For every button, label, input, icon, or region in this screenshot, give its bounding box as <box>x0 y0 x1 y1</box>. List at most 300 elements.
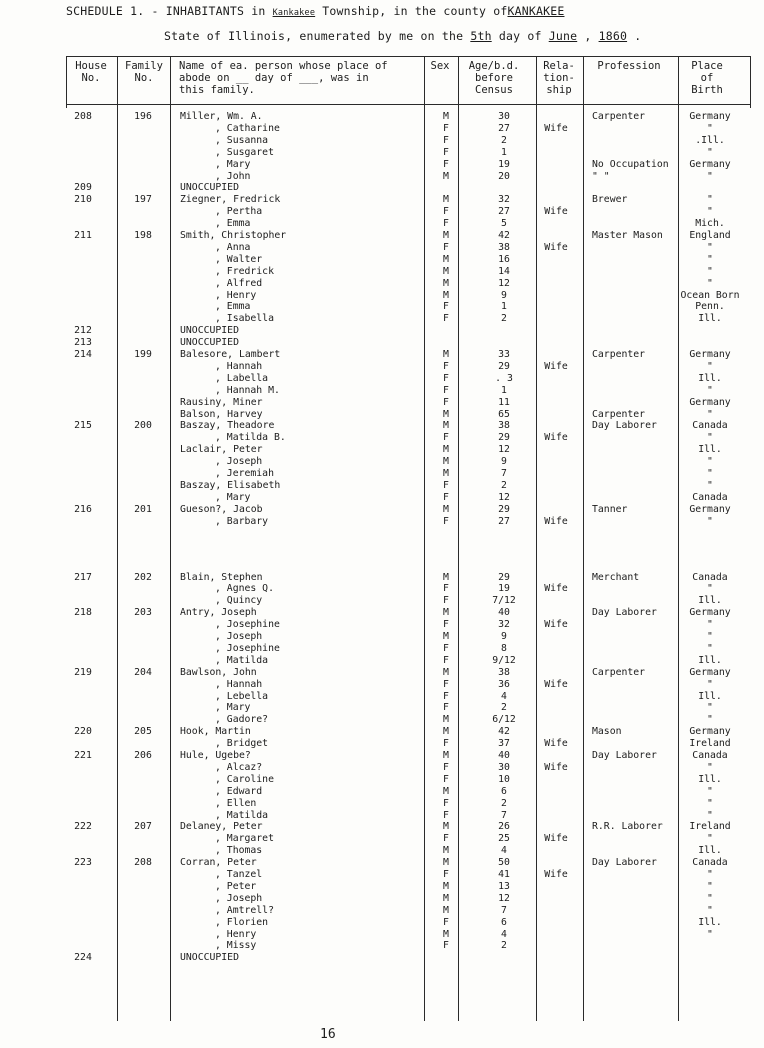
sex-value: M <box>443 408 449 420</box>
sex-value: M <box>443 880 449 892</box>
person-name: , Emma <box>215 218 251 230</box>
enumeration-line: State of Illinois, enumerated by me on the 5th day of June , 1860 . <box>164 29 642 43</box>
house-number: 209 <box>74 182 92 194</box>
age-value: 65 <box>498 408 510 420</box>
age-value: 27 <box>498 122 510 134</box>
person-name: , Alcaz? <box>215 761 263 773</box>
age-value: 50 <box>498 857 510 869</box>
age-value: 16 <box>498 253 510 265</box>
sex-value: F <box>443 396 449 408</box>
sex-value: M <box>443 420 449 432</box>
age-value: 38 <box>498 241 510 253</box>
sex-value: M <box>443 857 449 869</box>
age-value: 7/12 <box>492 595 516 607</box>
person-name: , Caroline <box>215 773 274 785</box>
year-value: 1860 <box>598 29 628 43</box>
sex-value: M <box>443 230 449 241</box>
birthplace-value: " <box>707 479 713 491</box>
sex-value: F <box>443 515 449 527</box>
sex-value: F <box>443 206 449 218</box>
age-value: 2 <box>501 134 507 146</box>
birthplace-value: Ill. <box>698 372 722 384</box>
person-name: , Fredrick <box>215 265 274 277</box>
birthplace-value: Ill. <box>698 690 722 702</box>
person-name: , Matilda <box>215 654 269 666</box>
person-name: , Missy <box>215 940 257 952</box>
page-number: 16 <box>320 1027 336 1042</box>
month-value: June <box>548 29 578 43</box>
birthplace-value: Ill. <box>698 595 722 607</box>
house-number: 220 <box>74 726 92 738</box>
sex-value: F <box>443 479 449 491</box>
person-name: Smith, Christopher <box>180 230 287 241</box>
sex-value: F <box>443 690 449 702</box>
sex-value: F <box>443 218 449 230</box>
sex-value: F <box>443 583 449 595</box>
family-number: 200 <box>134 420 152 432</box>
birthplace-value: " <box>707 170 713 182</box>
person-name: UNOCCUPIED <box>180 325 239 337</box>
relationship-value: Wife <box>544 761 568 773</box>
sex-value: F <box>443 940 449 952</box>
age-value: 9 <box>501 631 507 642</box>
person-name: , Hannah M. <box>215 384 280 396</box>
sex-value: M <box>443 194 449 206</box>
age-value: 1 <box>501 146 507 158</box>
column-header-family: Family No. <box>125 60 163 84</box>
profession-value: Day Laborer <box>592 607 657 619</box>
family-number: 203 <box>134 607 152 619</box>
birthplace-value: " <box>707 122 713 134</box>
birthplace-value: Germany <box>689 158 731 170</box>
person-name: , Lebella <box>215 690 269 702</box>
sex-value: F <box>443 491 449 503</box>
age-value: 29 <box>498 503 510 515</box>
age-value: 1 <box>501 384 507 396</box>
age-value: 30 <box>498 111 510 122</box>
birthplace-value: " <box>707 797 713 809</box>
sex-value: F <box>443 654 449 666</box>
sex-value: F <box>443 797 449 809</box>
age-value: 2 <box>501 479 507 491</box>
family-number: 196 <box>134 111 152 122</box>
person-name: , Josephine <box>215 619 280 631</box>
relationship-value: Wife <box>544 619 568 631</box>
profession-value: Tanner <box>592 503 628 515</box>
sex-value: F <box>443 869 449 880</box>
person-name: , Catharine <box>215 122 280 134</box>
sex-value: F <box>443 360 449 372</box>
birthplace-value: " <box>707 880 713 892</box>
age-value: 30 <box>498 761 510 773</box>
sex-value: M <box>443 785 449 797</box>
birthplace-value: " <box>707 619 713 631</box>
sex-value: F <box>443 146 449 158</box>
sex-value: F <box>443 432 449 444</box>
day-of-label: day of <box>498 29 542 43</box>
sex-value: F <box>443 773 449 785</box>
sex-value: M <box>443 456 449 468</box>
sex-value: F <box>443 301 449 313</box>
sex-value: M <box>443 750 449 761</box>
family-name-divider <box>170 56 171 1021</box>
person-name: , Susanna <box>215 134 269 146</box>
sex-value: F <box>443 241 449 253</box>
person-name: Balson, Harvey <box>180 408 263 420</box>
age-value: 42 <box>498 230 510 241</box>
sex-value: F <box>443 595 449 607</box>
age-value: 40 <box>498 750 510 761</box>
birthplace-value: " <box>707 277 713 289</box>
person-name: , Edward <box>215 785 263 797</box>
person-name: , Joseph <box>215 456 263 468</box>
person-name: Corran, Peter <box>180 857 257 869</box>
age-value: 29 <box>498 432 510 444</box>
profession-value: Master Mason <box>592 230 663 241</box>
column-header-sex: Sex <box>430 60 450 72</box>
birthplace-value: " <box>707 678 713 690</box>
birthplace-value: Canada <box>692 750 728 761</box>
family-number: 197 <box>134 194 152 206</box>
relationship-value: Wife <box>544 678 568 690</box>
sex-value: M <box>443 904 449 916</box>
sex-value: M <box>443 170 449 182</box>
column-header-house: House No. <box>75 60 107 84</box>
sex-value: M <box>443 277 449 289</box>
person-name: Bawlson, John <box>180 666 257 678</box>
sex-value: M <box>443 821 449 833</box>
person-name: , Hannah <box>215 360 263 372</box>
person-name: , Mary <box>215 491 251 503</box>
sex-value: M <box>443 714 449 726</box>
sex-value: M <box>443 349 449 360</box>
age-value: . 3 <box>495 372 513 384</box>
profession-value: Day Laborer <box>592 420 657 432</box>
sex-value: F <box>443 642 449 654</box>
birthplace-value: " <box>707 928 713 940</box>
birthplace-value: .Ill. <box>695 134 725 146</box>
house-number: 223 <box>74 857 92 869</box>
family-number: 205 <box>134 726 152 738</box>
county-value: KANKAKEE <box>507 4 565 18</box>
birthplace-value: Ill. <box>698 773 722 785</box>
age-value: 12 <box>498 491 510 503</box>
age-value: 1 <box>501 301 507 313</box>
relationship-value: Wife <box>544 833 568 845</box>
age-value: 11 <box>498 396 510 408</box>
person-name: UNOCCUPIED <box>180 952 239 964</box>
age-value: 12 <box>498 444 510 456</box>
house-number: 224 <box>74 952 92 964</box>
birthplace-value: England <box>689 230 731 241</box>
table-right-rule <box>750 56 751 108</box>
age-value: 29 <box>498 360 510 372</box>
age-value: 12 <box>498 277 510 289</box>
profession-birth-divider <box>678 56 679 1021</box>
birthplace-value: " <box>707 384 713 396</box>
township-value: Kankakee <box>272 8 316 18</box>
person-name: , Isabella <box>215 313 274 325</box>
age-value: 12 <box>498 892 510 904</box>
age-value: 38 <box>498 666 510 678</box>
birthplace-value: Canada <box>692 857 728 869</box>
relationship-value: Wife <box>544 869 568 880</box>
age-value: 19 <box>498 583 510 595</box>
family-number: 201 <box>134 503 152 515</box>
relationship-value: Wife <box>544 515 568 527</box>
profession-value: No Occupation <box>592 158 669 170</box>
age-value: 6/12 <box>492 714 516 726</box>
birthplace-value: " <box>707 515 713 527</box>
family-number: 199 <box>134 349 152 360</box>
birthplace-value: " <box>707 892 713 904</box>
house-number: 222 <box>74 821 92 833</box>
birthplace-value: Canada <box>692 571 728 583</box>
age-relationship-divider <box>536 56 537 1021</box>
person-name: Balesore, Lambert <box>180 349 281 360</box>
family-number: 204 <box>134 666 152 678</box>
birthplace-value: " <box>707 146 713 158</box>
house-number: 215 <box>74 420 92 432</box>
sex-value: F <box>443 678 449 690</box>
age-value: 33 <box>498 349 510 360</box>
birthplace-value: Germany <box>689 111 731 122</box>
birthplace-value: " <box>707 265 713 277</box>
birthplace-value: " <box>707 253 713 265</box>
sex-value: M <box>443 265 449 277</box>
person-name: , Margaret <box>215 833 274 845</box>
age-value: 4 <box>501 928 507 940</box>
person-name: Delaney, Peter <box>180 821 263 833</box>
sex-value: M <box>443 289 449 301</box>
relationship-value: Wife <box>544 432 568 444</box>
sex-value: M <box>443 444 449 456</box>
age-value: 8 <box>501 642 507 654</box>
relationship-value: Wife <box>544 122 568 134</box>
name-sex-divider <box>424 56 425 1021</box>
person-name: Laclair, Peter <box>180 444 263 456</box>
family-number: 206 <box>134 750 152 761</box>
sex-value: M <box>443 503 449 515</box>
sex-value: M <box>443 666 449 678</box>
age-value: 7 <box>501 468 507 479</box>
house-number: 213 <box>74 337 92 349</box>
profession-value: Brewer <box>592 194 628 206</box>
header-bottom-rule <box>66 104 750 105</box>
person-name: , Mary <box>215 158 251 170</box>
house-number: 219 <box>74 666 92 678</box>
sex-value: F <box>443 384 449 396</box>
sex-value: F <box>443 619 449 631</box>
birthplace-value: Ill. <box>698 654 722 666</box>
birthplace-value: Germany <box>689 607 731 619</box>
person-name: , Matilda <box>215 809 269 821</box>
birthplace-value: " <box>707 583 713 595</box>
birthplace-value: Ill. <box>698 313 722 325</box>
profession-value: Carpenter <box>592 666 646 678</box>
sex-value: M <box>443 631 449 642</box>
person-name: , Henry <box>215 289 257 301</box>
age-value: 19 <box>498 158 510 170</box>
column-header-birth: Place of Birth <box>691 60 723 96</box>
sex-value: F <box>443 809 449 821</box>
age-value: 29 <box>498 571 510 583</box>
profession-value: " " <box>592 170 610 182</box>
profession-value: Carpenter <box>592 111 646 122</box>
birthplace-value: Canada <box>692 420 728 432</box>
birthplace-value: " <box>707 785 713 797</box>
person-name: , Barbary <box>215 515 269 527</box>
house-family-divider <box>117 56 118 1021</box>
birthplace-value: " <box>707 360 713 372</box>
person-name: Ziegner, Fredrick <box>180 194 281 206</box>
age-value: 9/12 <box>492 654 516 666</box>
house-number: 214 <box>74 349 92 360</box>
age-value: 2 <box>501 702 507 714</box>
age-value: 27 <box>498 206 510 218</box>
sex-value: M <box>443 892 449 904</box>
house-number: 216 <box>74 503 92 515</box>
birthplace-value: " <box>707 869 713 880</box>
sex-value: F <box>443 833 449 845</box>
person-name: , Walter <box>215 253 263 265</box>
person-name: Rausiny, Miner <box>180 396 263 408</box>
sex-value: F <box>443 134 449 146</box>
age-value: 36 <box>498 678 510 690</box>
age-value: 42 <box>498 726 510 738</box>
sex-value: M <box>443 253 449 265</box>
person-name: Baszay, Theadore <box>180 420 275 432</box>
age-value: 2 <box>501 797 507 809</box>
age-value: 2 <box>501 940 507 952</box>
age-value: 26 <box>498 821 510 833</box>
person-name: , Labella <box>215 372 269 384</box>
age-value: 7 <box>501 904 507 916</box>
age-value: 6 <box>501 785 507 797</box>
birthplace-value: " <box>707 456 713 468</box>
person-name: , Henry <box>215 928 257 940</box>
birthplace-value: " <box>707 194 713 206</box>
person-name: , Anna <box>215 241 251 253</box>
age-value: 9 <box>501 456 507 468</box>
age-value: 14 <box>498 265 510 277</box>
relationship-value: Wife <box>544 583 568 595</box>
relationship-profession-divider <box>583 56 584 1021</box>
schedule-prefix: SCHEDULE 1. - INHABITANTS in <box>66 4 266 18</box>
sex-value: F <box>443 158 449 170</box>
sex-value: F <box>443 761 449 773</box>
age-value: 5 <box>501 218 507 230</box>
age-value: 9 <box>501 289 507 301</box>
person-name: , Florien <box>215 916 269 928</box>
person-name: Gueson?, Jacob <box>180 503 263 515</box>
age-value: 41 <box>498 869 510 880</box>
person-name: , Jeremiah <box>215 468 274 479</box>
person-name: Blain, Stephen <box>180 571 263 583</box>
birthplace-value: " <box>707 408 713 420</box>
birthplace-value: " <box>707 714 713 726</box>
age-value: 4 <box>501 845 507 857</box>
person-name: Hule, Ugebe? <box>180 750 251 761</box>
person-name: , Quincy <box>215 595 263 607</box>
birthplace-value: Germany <box>689 726 731 738</box>
person-name: , Josephine <box>215 642 280 654</box>
age-value: 2 <box>501 313 507 325</box>
birthplace-value: Germany <box>689 666 731 678</box>
birthplace-value: Ill. <box>698 845 722 857</box>
house-number: 210 <box>74 194 92 206</box>
person-name: , Amtrell? <box>215 904 274 916</box>
age-value: 25 <box>498 833 510 845</box>
person-name: Baszay, Elisabeth <box>180 479 281 491</box>
column-header-name: Name of ea. person whose place of abode on __ day of ___, was in this family. <box>179 60 388 96</box>
relationship-value: Wife <box>544 738 568 750</box>
person-name: , Agnes Q. <box>215 583 274 595</box>
house-number: 218 <box>74 607 92 619</box>
profession-value: Day Laborer <box>592 857 657 869</box>
relationship-value: Wife <box>544 241 568 253</box>
person-name: , Alfred <box>215 277 263 289</box>
house-number: 212 <box>74 325 92 337</box>
birthplace-value: " <box>707 468 713 479</box>
birthplace-value: " <box>707 631 713 642</box>
birthplace-value: Ocean Born <box>680 289 740 301</box>
column-header-profession: Profession <box>597 60 661 72</box>
sex-value: F <box>443 916 449 928</box>
person-name: Miller, Wm. A. <box>180 111 263 122</box>
sex-value: M <box>443 726 449 738</box>
birthplace-value: Penn. <box>695 301 725 313</box>
sex-value: F <box>443 313 449 325</box>
birthplace-value: " <box>707 809 713 821</box>
sex-value: M <box>443 111 449 122</box>
house-number: 211 <box>74 230 92 241</box>
sex-value: F <box>443 738 449 750</box>
age-value: 6 <box>501 916 507 928</box>
birthplace-value: Ireland <box>689 821 731 833</box>
birthplace-value: " <box>707 702 713 714</box>
profession-value: Merchant <box>592 571 640 583</box>
profession-value: Day Laborer <box>592 750 657 761</box>
table-left-rule <box>66 56 67 108</box>
sex-value: M <box>443 928 449 940</box>
birthplace-value: " <box>707 904 713 916</box>
birthplace-value: " <box>707 761 713 773</box>
family-number: 198 <box>134 230 152 241</box>
person-name: , Bridget <box>215 738 269 750</box>
person-name: Antry, Joseph <box>180 607 257 619</box>
birthplace-value: Germany <box>689 396 731 408</box>
person-name: , Tanzel <box>215 869 263 880</box>
township-label: Township, in the county of <box>322 4 508 18</box>
house-number: 221 <box>74 750 92 761</box>
sex-age-divider <box>458 56 459 1021</box>
person-name: , Gadore? <box>215 714 269 726</box>
sex-value: F <box>443 372 449 384</box>
age-value: 10 <box>498 773 510 785</box>
house-number: 208 <box>74 111 92 122</box>
person-name: UNOCCUPIED <box>180 182 239 194</box>
age-value: 13 <box>498 880 510 892</box>
person-name: , John <box>215 170 251 182</box>
age-value: 32 <box>498 619 510 631</box>
birthplace-value: Germany <box>689 349 731 360</box>
relationship-value: Wife <box>544 206 568 218</box>
family-number: 207 <box>134 821 152 833</box>
birthplace-value: " <box>707 432 713 444</box>
family-number: 202 <box>134 571 152 583</box>
age-value: 38 <box>498 420 510 432</box>
